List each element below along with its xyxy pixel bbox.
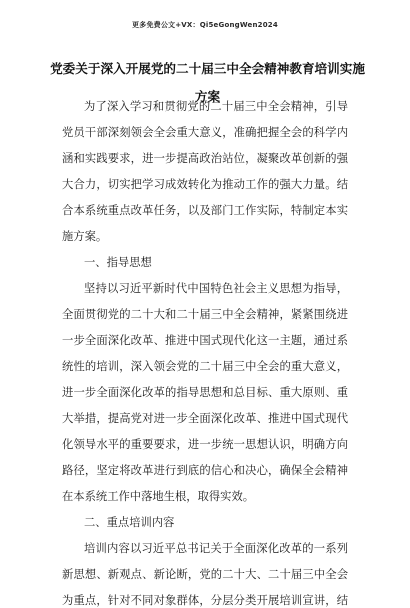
paragraph-line: 涵和实践要求，进一步提高政治站位，凝聚改革创新的强 [62,152,348,165]
paragraph-line: 党员干部深刻领会全会重大意义，准确把握全会的科学内 [62,126,348,139]
paragraph-line: 坚持以习近平新时代中国特色社会主义思想为指导， [84,282,348,295]
paragraph-line: 进一步全面深化改革的指导思想和总目标、重大原则、重 [62,386,348,399]
paragraph-line: 路径，坚定将改革进行到底的信心和决心，确保全会精神 [62,464,348,477]
paragraph-line: 大举措，提高党对进一步全面深化改革、推进中国式现代 [62,412,348,425]
paragraph-line: 大合力，切实把学习成效转化为推动工作的强大力量。结 [62,178,348,191]
paragraph-line: 为了深入学习和贯彻党的二十届三中全会精神，引导 [84,100,348,113]
paragraph-line: 合本系统重点改革任务，以及部门工作实际，特制定本实 [62,204,348,217]
document-title-continued: 方案 [194,89,221,104]
paragraph-line: 新思想、新观点、新论断，党的二十大、二十届三中全会 [62,568,348,581]
section-heading: 二、重点培训内容 [84,516,175,529]
paragraph-line: 统性的培训，深入领会党的二十届三中全会的重大意义， [62,360,348,373]
paragraph-line: 施方案。 [62,230,108,243]
header-note: 更多免费公文+VX：Qi5eGongWen2024 [132,21,278,29]
paragraph-line: 全面贯彻党的二十大和二十届三中全会精神，紧紧围绕进 [62,308,348,321]
paragraph-line: 培训内容以习近平总书记关于全面深化改革的一系列 [84,542,348,555]
paragraph-line: 为重点，针对不同对象群体，分层分类开展培训宣讲，结 [62,594,348,607]
paragraph-line: 化领导水平的重要要求，进一步统一思想认识，明确方向 [62,438,348,451]
document-title: 党委关于深入开展党的二十届三中全会精神教育培训实施 [50,61,365,76]
section-heading: 一、指导思想 [84,256,152,269]
paragraph-line: 一步全面深化改革、推进中国式现代化这一主题，通过系 [62,334,348,347]
paragraph-line: 在本系统工作中落地生根，取得实效。 [62,490,255,503]
